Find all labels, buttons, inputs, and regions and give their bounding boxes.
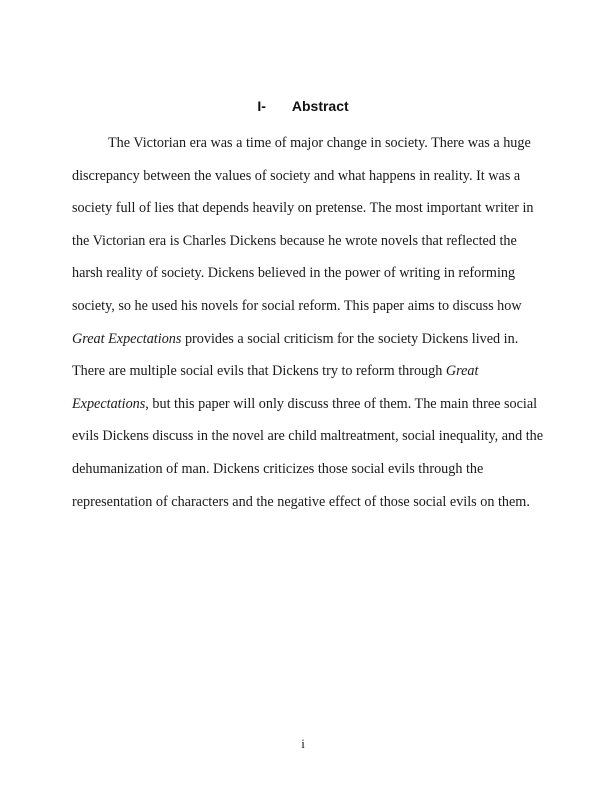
text-line: society, so he used his novels for social reform. This paper aims to discuss how [72, 297, 522, 314]
page-number: i [301, 736, 305, 751]
section-heading [0, 96, 606, 116]
section-number: I- [257, 98, 266, 114]
book-title: Great Expectations [72, 330, 182, 347]
text-line: discrepancy between the values of society and what happens in reality. It was a [72, 167, 521, 184]
text-line: evils Dickens discuss in the novel are child maltreatment, social inequality, and the [72, 428, 544, 445]
text-line: The Victorian era was a time of major change in society. There was a huge [108, 135, 531, 151]
text-line: harsh reality of society. Dickens believed in the power of writing in reforming [72, 265, 516, 282]
text-line: society full of lies that depends heavily on pretense. The most important writer in [72, 200, 534, 217]
text-line: dehumanization of man. Dickens criticizes those social evils through the [72, 460, 484, 477]
text-run: There are multiple social evils that Dickens try to reform through [72, 363, 446, 380]
text-line: the Victorian era is Charles Dickens because he wrote novels that reflected the [72, 232, 517, 249]
text-line [72, 355, 538, 388]
book-title: Expectations [72, 395, 146, 412]
section-title: Abstract [291, 98, 349, 114]
text-run: , but this paper will only discuss three of them. The main three social [145, 395, 538, 412]
abstract-paragraph [72, 127, 544, 518]
text-line [72, 323, 538, 356]
text-run: provides a social criticism for the society Dickens lived in. [181, 330, 519, 347]
text-line: representation of characters and the negative effect of those social evils on them. [72, 493, 530, 510]
book-title: Great [445, 363, 479, 380]
text-line [72, 388, 538, 421]
